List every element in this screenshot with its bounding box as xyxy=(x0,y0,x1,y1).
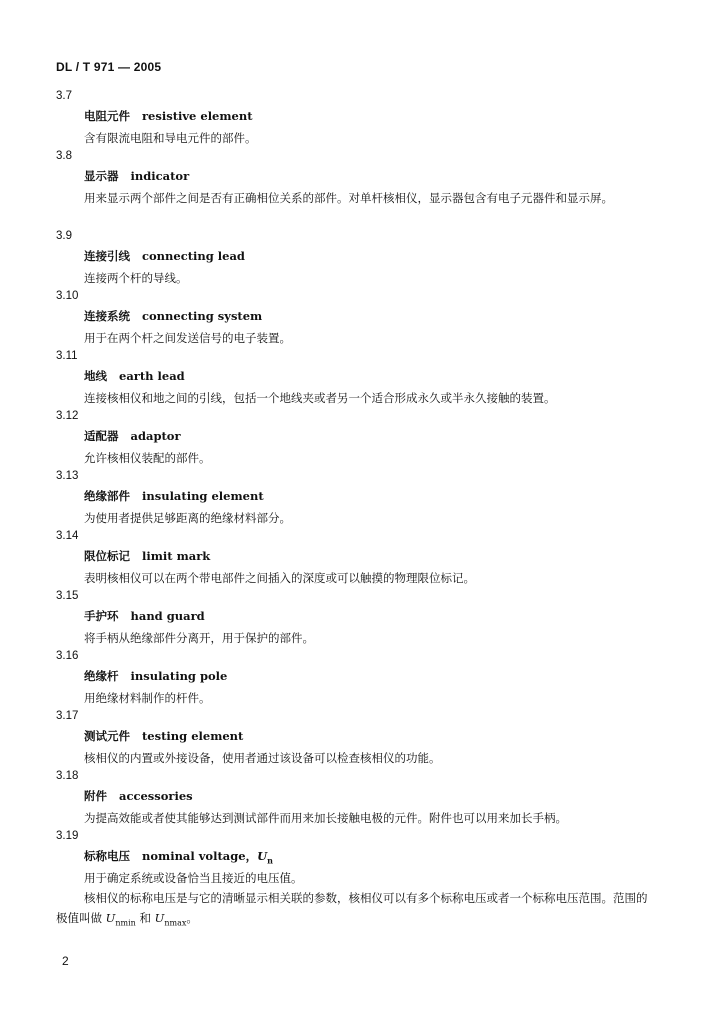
term-english: adaptor xyxy=(130,429,181,443)
entry-definition xyxy=(56,568,656,588)
term-chinese: 测试元件 xyxy=(84,729,130,743)
term-entry xyxy=(56,148,656,228)
term-english: nominal voltage， xyxy=(142,849,258,863)
term-entry xyxy=(56,348,656,408)
entry-definition xyxy=(56,628,656,648)
u-min-symbol: U xyxy=(105,911,116,925)
entry-definition xyxy=(56,688,656,708)
definition-paragraph: 用绝缘材料制作的杆件。 xyxy=(84,691,211,705)
term-english: resistive element xyxy=(142,109,253,123)
entry-definition xyxy=(56,808,656,828)
definition-paragraph: 用于确定系统或设备恰当且接近的电压值。 xyxy=(84,871,303,885)
term-chinese: 绝缘杆 xyxy=(84,669,119,683)
entry-term xyxy=(84,728,243,744)
term-english: earth lead xyxy=(119,369,185,383)
term-chinese: 显示器 xyxy=(84,169,119,183)
definition-paragraph: 用于在两个杆之间发送信号的电子装置。 xyxy=(84,331,291,345)
entry-number: 3.13 xyxy=(56,470,79,482)
entry-number: 3.11 xyxy=(56,350,78,362)
page-number: 2 xyxy=(62,954,69,968)
term-entry xyxy=(56,648,656,708)
term-english: accessories xyxy=(119,789,193,803)
term-symbol: U xyxy=(257,849,268,863)
entry-definition xyxy=(56,748,656,768)
term-english: insulating element xyxy=(142,489,264,503)
entry-number: 3.12 xyxy=(56,410,79,422)
term-english: connecting system xyxy=(142,309,263,323)
term-entry xyxy=(56,468,656,528)
entry-term xyxy=(84,668,227,684)
definition-paragraph: 用来显示两个部件之间是否有正确相位关系的部件。对单杆核相仪，显示器包含有电子元器件和显示屏。 xyxy=(84,191,613,205)
term-entry xyxy=(56,768,656,828)
term-english: testing element xyxy=(142,729,244,743)
term-chinese: 附件 xyxy=(84,789,107,803)
entry-definition xyxy=(56,868,656,933)
entry-number: 3.8 xyxy=(56,150,72,162)
term-english: limit mark xyxy=(142,549,211,563)
end-text: 。 xyxy=(186,911,198,925)
entry-definition xyxy=(56,268,656,288)
entry-term xyxy=(84,248,245,264)
term-entry xyxy=(56,588,656,648)
term-chinese: 手护环 xyxy=(84,609,119,623)
definition-paragraph: 连接核相仪和地之间的引线，包括一个地线夹或者另一个适合形成永久或半永久接触的装置。 xyxy=(84,391,556,405)
document-header: DL / T 971 — 2005 xyxy=(56,60,162,74)
entry-definition xyxy=(56,448,656,468)
entry-term xyxy=(84,548,210,564)
definition-paragraph: 将手柄从绝缘部件分离开，用于保护的部件。 xyxy=(84,631,314,645)
entry-term xyxy=(84,608,205,624)
definition-text: 核相仪的标称电压是与它的清晰显示相关联的参数，核相仪可以有多个标称电压或者一个标称电压范围。范围的极值叫做 xyxy=(56,891,648,925)
and-text: 和 xyxy=(135,911,155,925)
definition-paragraph: 允许核相仪装配的部件。 xyxy=(84,451,211,465)
term-english: indicator xyxy=(130,169,190,183)
entry-number: 3.10 xyxy=(56,290,79,302)
term-chinese: 电阻元件 xyxy=(84,109,130,123)
entry-definition xyxy=(56,328,656,348)
term-english: hand guard xyxy=(130,609,205,623)
u-max-symbol: U xyxy=(154,911,165,925)
definition-paragraph xyxy=(56,888,656,933)
entry-term xyxy=(84,428,181,444)
term-english: insulating pole xyxy=(130,669,228,683)
entry-term xyxy=(84,168,189,184)
definition-paragraph: 表明核相仪可以在两个带电部件之间插入的深度或可以触摸的物理限位标记。 xyxy=(84,571,475,585)
entry-number: 3.18 xyxy=(56,770,79,782)
u-max-subscript: nmax xyxy=(164,918,187,928)
definition-paragraph: 含有限流电阻和导电元件的部件。 xyxy=(84,131,257,145)
term-symbol-subscript: n xyxy=(267,855,273,866)
definition-paragraph: 为使用者提供足够距离的绝缘材料部分。 xyxy=(84,511,291,525)
u-min-subscript: nmin xyxy=(115,918,136,928)
entry-number: 3.14 xyxy=(56,530,79,542)
entry-term xyxy=(84,108,253,124)
term-chinese: 限位标记 xyxy=(84,549,130,563)
entry-number: 3.7 xyxy=(56,90,72,102)
term-entry xyxy=(56,88,656,148)
term-entry xyxy=(56,528,656,588)
entry-number: 3.16 xyxy=(56,650,79,662)
term-chinese: 连接系统 xyxy=(84,309,130,323)
term-entry-3-19 xyxy=(56,828,656,938)
entry-definition xyxy=(56,128,656,148)
term-chinese: 地线 xyxy=(84,369,107,383)
term-chinese: 适配器 xyxy=(84,429,119,443)
entry-number: 3.9 xyxy=(56,230,72,242)
entry-number: 3.17 xyxy=(56,710,79,722)
entry-number: 3.19 xyxy=(56,830,79,842)
terms-list xyxy=(56,88,656,938)
term-english: connecting lead xyxy=(142,249,245,263)
entry-term xyxy=(84,848,273,868)
entry-number: 3.15 xyxy=(56,590,79,602)
term-entry xyxy=(56,228,656,288)
definition-paragraph: 核相仪的内置或外接设备，使用者通过该设备可以检查核相仪的功能。 xyxy=(84,751,441,765)
entry-term xyxy=(84,368,185,384)
term-entry xyxy=(56,708,656,768)
entry-term xyxy=(84,308,262,324)
definition-paragraph: 连接两个杆的导线。 xyxy=(84,271,188,285)
term-chinese: 标称电压 xyxy=(84,849,130,863)
entry-term xyxy=(84,788,193,804)
term-entry xyxy=(56,288,656,348)
definition-paragraph: 为提高效能或者使其能够达到测试部件而用来加长接触电极的元件。附件也可以用来加长手柄。 xyxy=(84,811,567,825)
entry-definition xyxy=(56,188,656,208)
entry-term xyxy=(84,488,264,504)
term-entry xyxy=(56,408,656,468)
term-chinese: 连接引线 xyxy=(84,249,130,263)
entry-definition xyxy=(56,508,656,528)
term-chinese: 绝缘部件 xyxy=(84,489,130,503)
entry-definition xyxy=(56,388,656,408)
